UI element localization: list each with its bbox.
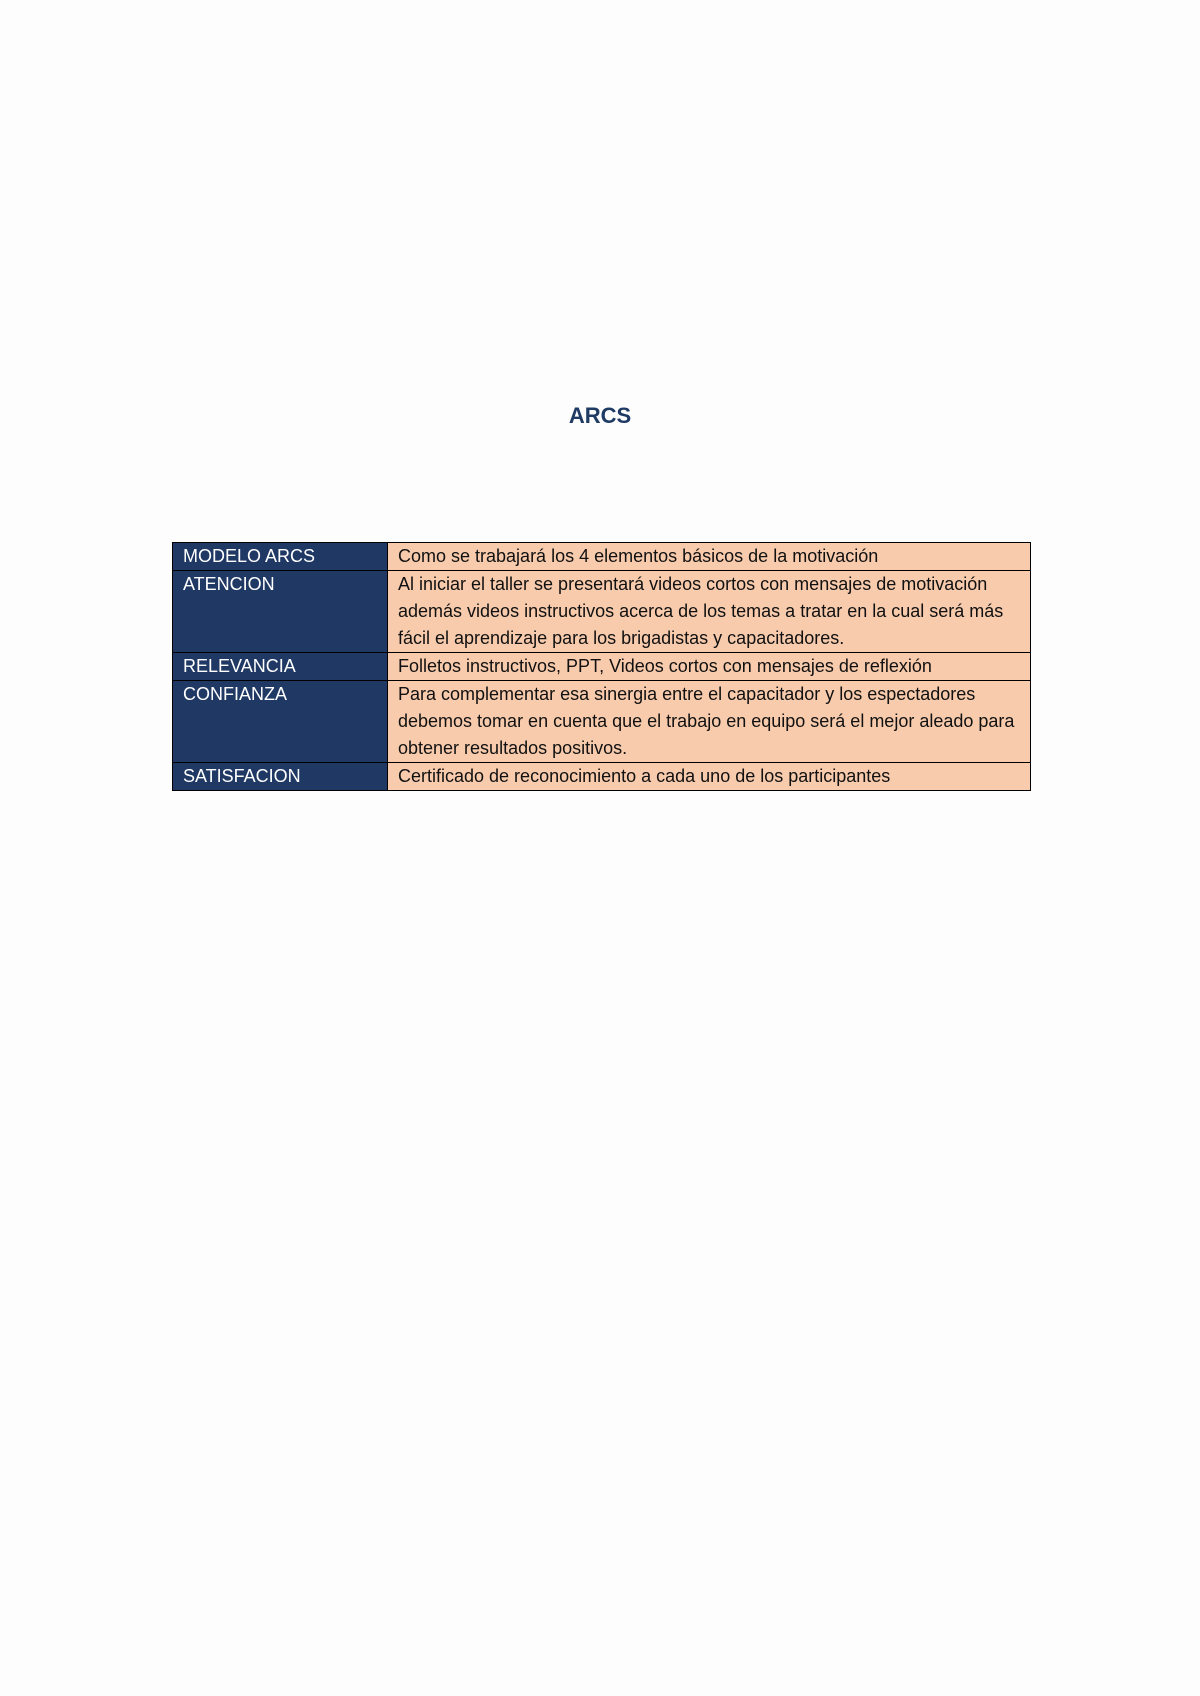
page-title: ARCS [568,403,632,428]
row-label: CONFIANZA [173,681,388,763]
row-label: SATISFACION [173,763,388,791]
row-description: Folletos instructivos, PPT, Videos cortos con mensajes de reflexión [388,653,1031,681]
row-description: Como se trabajará los 4 elementos básicos de la motivación [388,543,1031,571]
table-row [173,571,1031,653]
table-row [173,763,1031,791]
table-row [173,653,1031,681]
row-description: Para complementar esa sinergia entre el capacitador y los espectadores debemos tomar en cuenta que el trabajo en equipo será el mejor aleado para obtener resultados positivos. [388,681,1031,763]
row-label: ATENCION [173,571,388,653]
table-row [173,543,1031,571]
row-description: Al iniciar el taller se presentará videos cortos con mensajes de motivación además videos instructivos acerca de los temas a tratar en la cual será más fácil el aprendizaje para los brigadistas y capacitadores. [388,571,1031,653]
arcs-table [172,542,1031,791]
table-row [173,681,1031,763]
row-label: MODELO ARCS [173,543,388,571]
row-label: RELEVANCIA [173,653,388,681]
row-description: Certificado de reconocimiento a cada uno de los participantes [388,763,1031,791]
